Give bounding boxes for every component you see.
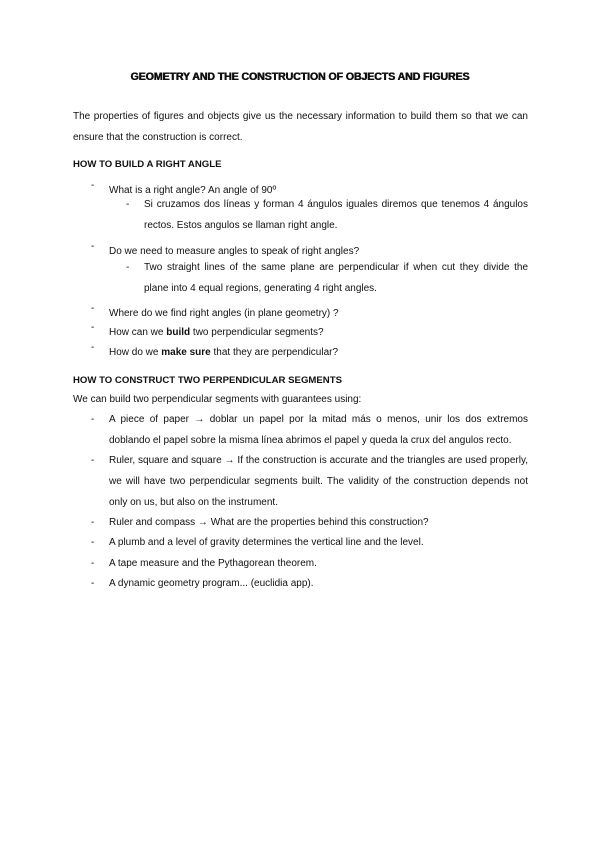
section-intro: We can build two perpendicular segments with guarantees using:	[73, 394, 362, 405]
text-run: How do we	[109, 347, 162, 358]
section-heading-perpendicular: HOW TO CONSTRUCT TWO PERPENDICULAR SEGMENTS	[73, 375, 342, 386]
section-heading-right-angle: HOW TO BUILD A RIGHT ANGLE	[73, 159, 222, 170]
bullet-dash: -	[91, 414, 95, 425]
list-item-text	[109, 322, 528, 343]
list-item-text	[109, 342, 528, 363]
bold-text: make sure	[161, 347, 211, 358]
page-title: GEOMETRY AND THE CONSTRUCTION OF OBJECTS AND FIGURES	[130, 71, 470, 83]
text-run: How can we	[109, 327, 167, 338]
bullet-dash: -	[91, 322, 95, 333]
bullet-dash: -	[126, 262, 130, 273]
bullet-dash: -	[91, 558, 95, 569]
bullet-dash: -	[91, 342, 95, 353]
list-item-text: A piece of paper → doblar un papel por la mitad más o menos, unir los dos extremos doblando el papel sobre la misma línea abrimos el papel y queda la crux del angulos recto.	[109, 414, 528, 446]
bullet-dash: -	[91, 180, 95, 191]
list-item-text: Ruler, square and square → If the construction is accurate and the triangles are used properly, we will have two perpendicular segments built. The validity of the construction depends not only on us, but also on the instrument.	[109, 455, 528, 508]
list-item-text: Ruler and compass → What are the properties behind this construction?	[109, 517, 429, 528]
list-item-text: A tape measure and the Pythagorean theorem.	[109, 558, 317, 569]
text-run: that they are perpendicular?	[210, 347, 339, 358]
list-item-text: Do we need to measure angles to speak of right angles?	[109, 246, 360, 257]
list-item-text: Where do we find right angles (in plane geometry) ?	[109, 308, 339, 319]
bullet-dash: -	[91, 517, 95, 528]
bullet-dash: -	[91, 455, 95, 466]
list-item-text: A plumb and a level of gravity determines the vertical line and the level.	[109, 537, 424, 548]
bullet-dash: -	[91, 537, 95, 548]
text-run: two perpendicular segments?	[190, 327, 324, 338]
bullet-dash: -	[126, 199, 130, 210]
bullet-dash: -	[91, 241, 95, 252]
sub-list-item-text: Two straight lines of the same plane are perpendicular if when cut they divide the plane into 4 equal regions, generating 4 right angles.	[144, 262, 528, 294]
bullet-dash: -	[91, 303, 95, 314]
list-item-text: A dynamic geometry program... (euclidia app).	[109, 578, 314, 589]
list-item-text: What is a right angle? An angle of 90º	[109, 185, 277, 196]
intro-paragraph: The properties of figures and objects give us the necessary information to build them so that we can ensure that the construction is correct.	[73, 111, 528, 143]
bold-text: build	[166, 327, 191, 338]
bullet-dash: -	[91, 578, 95, 589]
sub-list-item-text: Si cruzamos dos líneas y forman 4 ángulos iguales diremos que tenemos 4 ángulos rectos. Estos angulos se llaman right angle.	[144, 199, 528, 231]
